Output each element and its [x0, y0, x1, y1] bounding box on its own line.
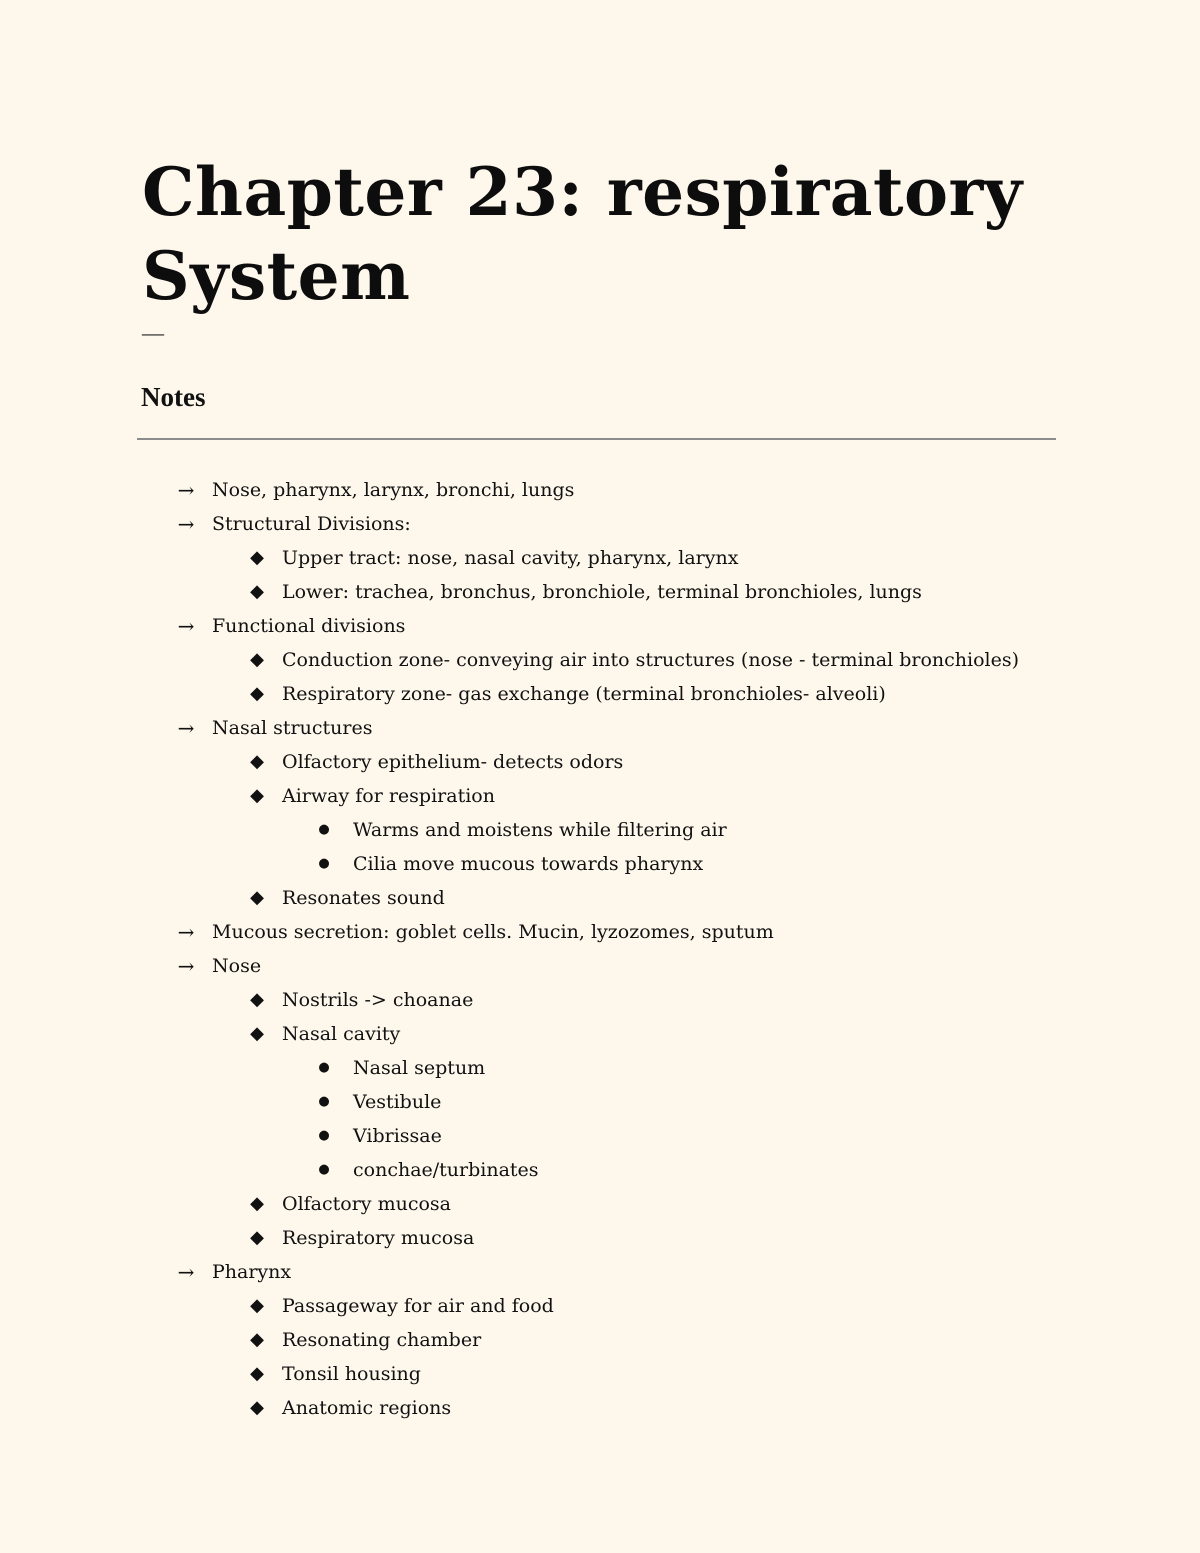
dot-bullet-icon: ●	[318, 1060, 330, 1075]
list-item	[0, 473, 1200, 507]
list-item	[0, 677, 1200, 711]
list-item	[0, 745, 1200, 779]
list-item-text: Anatomic regions	[282, 1397, 452, 1419]
arrow-right-icon: →	[177, 920, 195, 944]
list-item	[0, 1119, 1200, 1153]
dot-bullet-icon: ●	[318, 856, 330, 871]
diamond-bullet-icon: ◆	[250, 1227, 264, 1248]
arrow-right-icon: →	[177, 614, 195, 638]
list-item-text: Respiratory mucosa	[282, 1227, 475, 1249]
list-item-text: Lower: trachea, bronchus, bronchiole, terminal bronchioles, lungs	[282, 581, 922, 603]
list-item-text: Functional divisions	[212, 615, 406, 637]
list-item	[0, 1017, 1200, 1051]
list-item	[0, 1391, 1200, 1425]
list-item-text: Passageway for air and food	[282, 1295, 554, 1317]
diamond-bullet-icon: ◆	[250, 547, 264, 568]
list-item	[0, 779, 1200, 813]
list-item	[0, 643, 1200, 677]
list-item	[0, 1051, 1200, 1085]
list-item-text: Nose, pharynx, larynx, bronchi, lungs	[212, 479, 575, 501]
list-item-text: Conduction zone- conveying air into structures (nose - terminal bronchioles)	[282, 649, 1020, 671]
list-item	[0, 1221, 1200, 1255]
list-item-text: Olfactory epithelium- detects odors	[282, 751, 624, 773]
list-item	[0, 813, 1200, 847]
list-item	[0, 1085, 1200, 1119]
list-item-text: Pharynx	[212, 1261, 292, 1283]
list-item-text: Nasal structures	[212, 717, 373, 739]
diamond-bullet-icon: ◆	[250, 1397, 264, 1418]
list-item	[0, 881, 1200, 915]
diamond-bullet-icon: ◆	[250, 887, 264, 908]
page-title: Chapter 23: respiratory System	[142, 153, 1023, 315]
list-item-text: Cilia move mucous towards pharynx	[353, 853, 704, 875]
list-item	[0, 1187, 1200, 1221]
list-item-text: conchae/turbinates	[353, 1159, 539, 1181]
list-item-text: Structural Divisions:	[212, 513, 411, 535]
list-item-text: Resonating chamber	[282, 1329, 482, 1351]
diamond-bullet-icon: ◆	[250, 1329, 264, 1350]
list-item	[0, 1357, 1200, 1391]
diamond-bullet-icon: ◆	[250, 989, 264, 1010]
diamond-bullet-icon: ◆	[250, 683, 264, 704]
title-dash: —	[142, 320, 164, 345]
list-item	[0, 575, 1200, 609]
diamond-bullet-icon: ◆	[250, 751, 264, 772]
dot-bullet-icon: ●	[318, 1094, 330, 1109]
arrow-right-icon: →	[177, 512, 195, 536]
list-item	[0, 915, 1200, 949]
section-heading-notes: Notes	[141, 382, 206, 412]
list-item-text: Upper tract: nose, nasal cavity, pharynx, larynx	[282, 547, 739, 569]
list-item	[0, 1255, 1200, 1289]
dot-bullet-icon: ●	[318, 1128, 330, 1143]
list-item-text: Nasal septum	[353, 1057, 486, 1079]
diamond-bullet-icon: ◆	[250, 649, 264, 670]
list-item-text: Olfactory mucosa	[282, 1193, 451, 1215]
diamond-bullet-icon: ◆	[250, 581, 264, 602]
notes-list	[0, 473, 1200, 1425]
list-item	[0, 1289, 1200, 1323]
list-item	[0, 711, 1200, 745]
list-item-text: Tonsil housing	[282, 1363, 421, 1385]
section-divider	[137, 438, 1056, 440]
list-item	[0, 847, 1200, 881]
list-item-text: Resonates sound	[282, 887, 445, 909]
list-item-text: Airway for respiration	[282, 785, 495, 807]
diamond-bullet-icon: ◆	[250, 1193, 264, 1214]
list-item-text: Nostrils -> choanae	[282, 989, 474, 1011]
arrow-right-icon: →	[177, 478, 195, 502]
list-item-text: Respiratory zone- gas exchange (terminal bronchioles- alveoli)	[282, 683, 886, 705]
diamond-bullet-icon: ◆	[250, 1363, 264, 1384]
arrow-right-icon: →	[177, 954, 195, 978]
list-item	[0, 949, 1200, 983]
list-item-text: Nose	[212, 955, 262, 977]
diamond-bullet-icon: ◆	[250, 1023, 264, 1044]
arrow-right-icon: →	[177, 716, 195, 740]
list-item-text: Vibrissae	[353, 1125, 442, 1147]
diamond-bullet-icon: ◆	[250, 1295, 264, 1316]
list-item	[0, 507, 1200, 541]
list-item-text: Vestibule	[353, 1091, 442, 1113]
list-item	[0, 983, 1200, 1017]
dot-bullet-icon: ●	[318, 1162, 330, 1177]
diamond-bullet-icon: ◆	[250, 785, 264, 806]
arrow-right-icon: →	[177, 1260, 195, 1284]
list-item	[0, 1323, 1200, 1357]
list-item-text: Mucous secretion: goblet cells. Mucin, lyzozomes, sputum	[212, 921, 774, 943]
list-item	[0, 1153, 1200, 1187]
list-item-text: Nasal cavity	[282, 1023, 401, 1045]
list-item	[0, 609, 1200, 643]
dot-bullet-icon: ●	[318, 822, 330, 837]
list-item	[0, 541, 1200, 575]
list-item-text: Warms and moistens while filtering air	[353, 819, 727, 841]
